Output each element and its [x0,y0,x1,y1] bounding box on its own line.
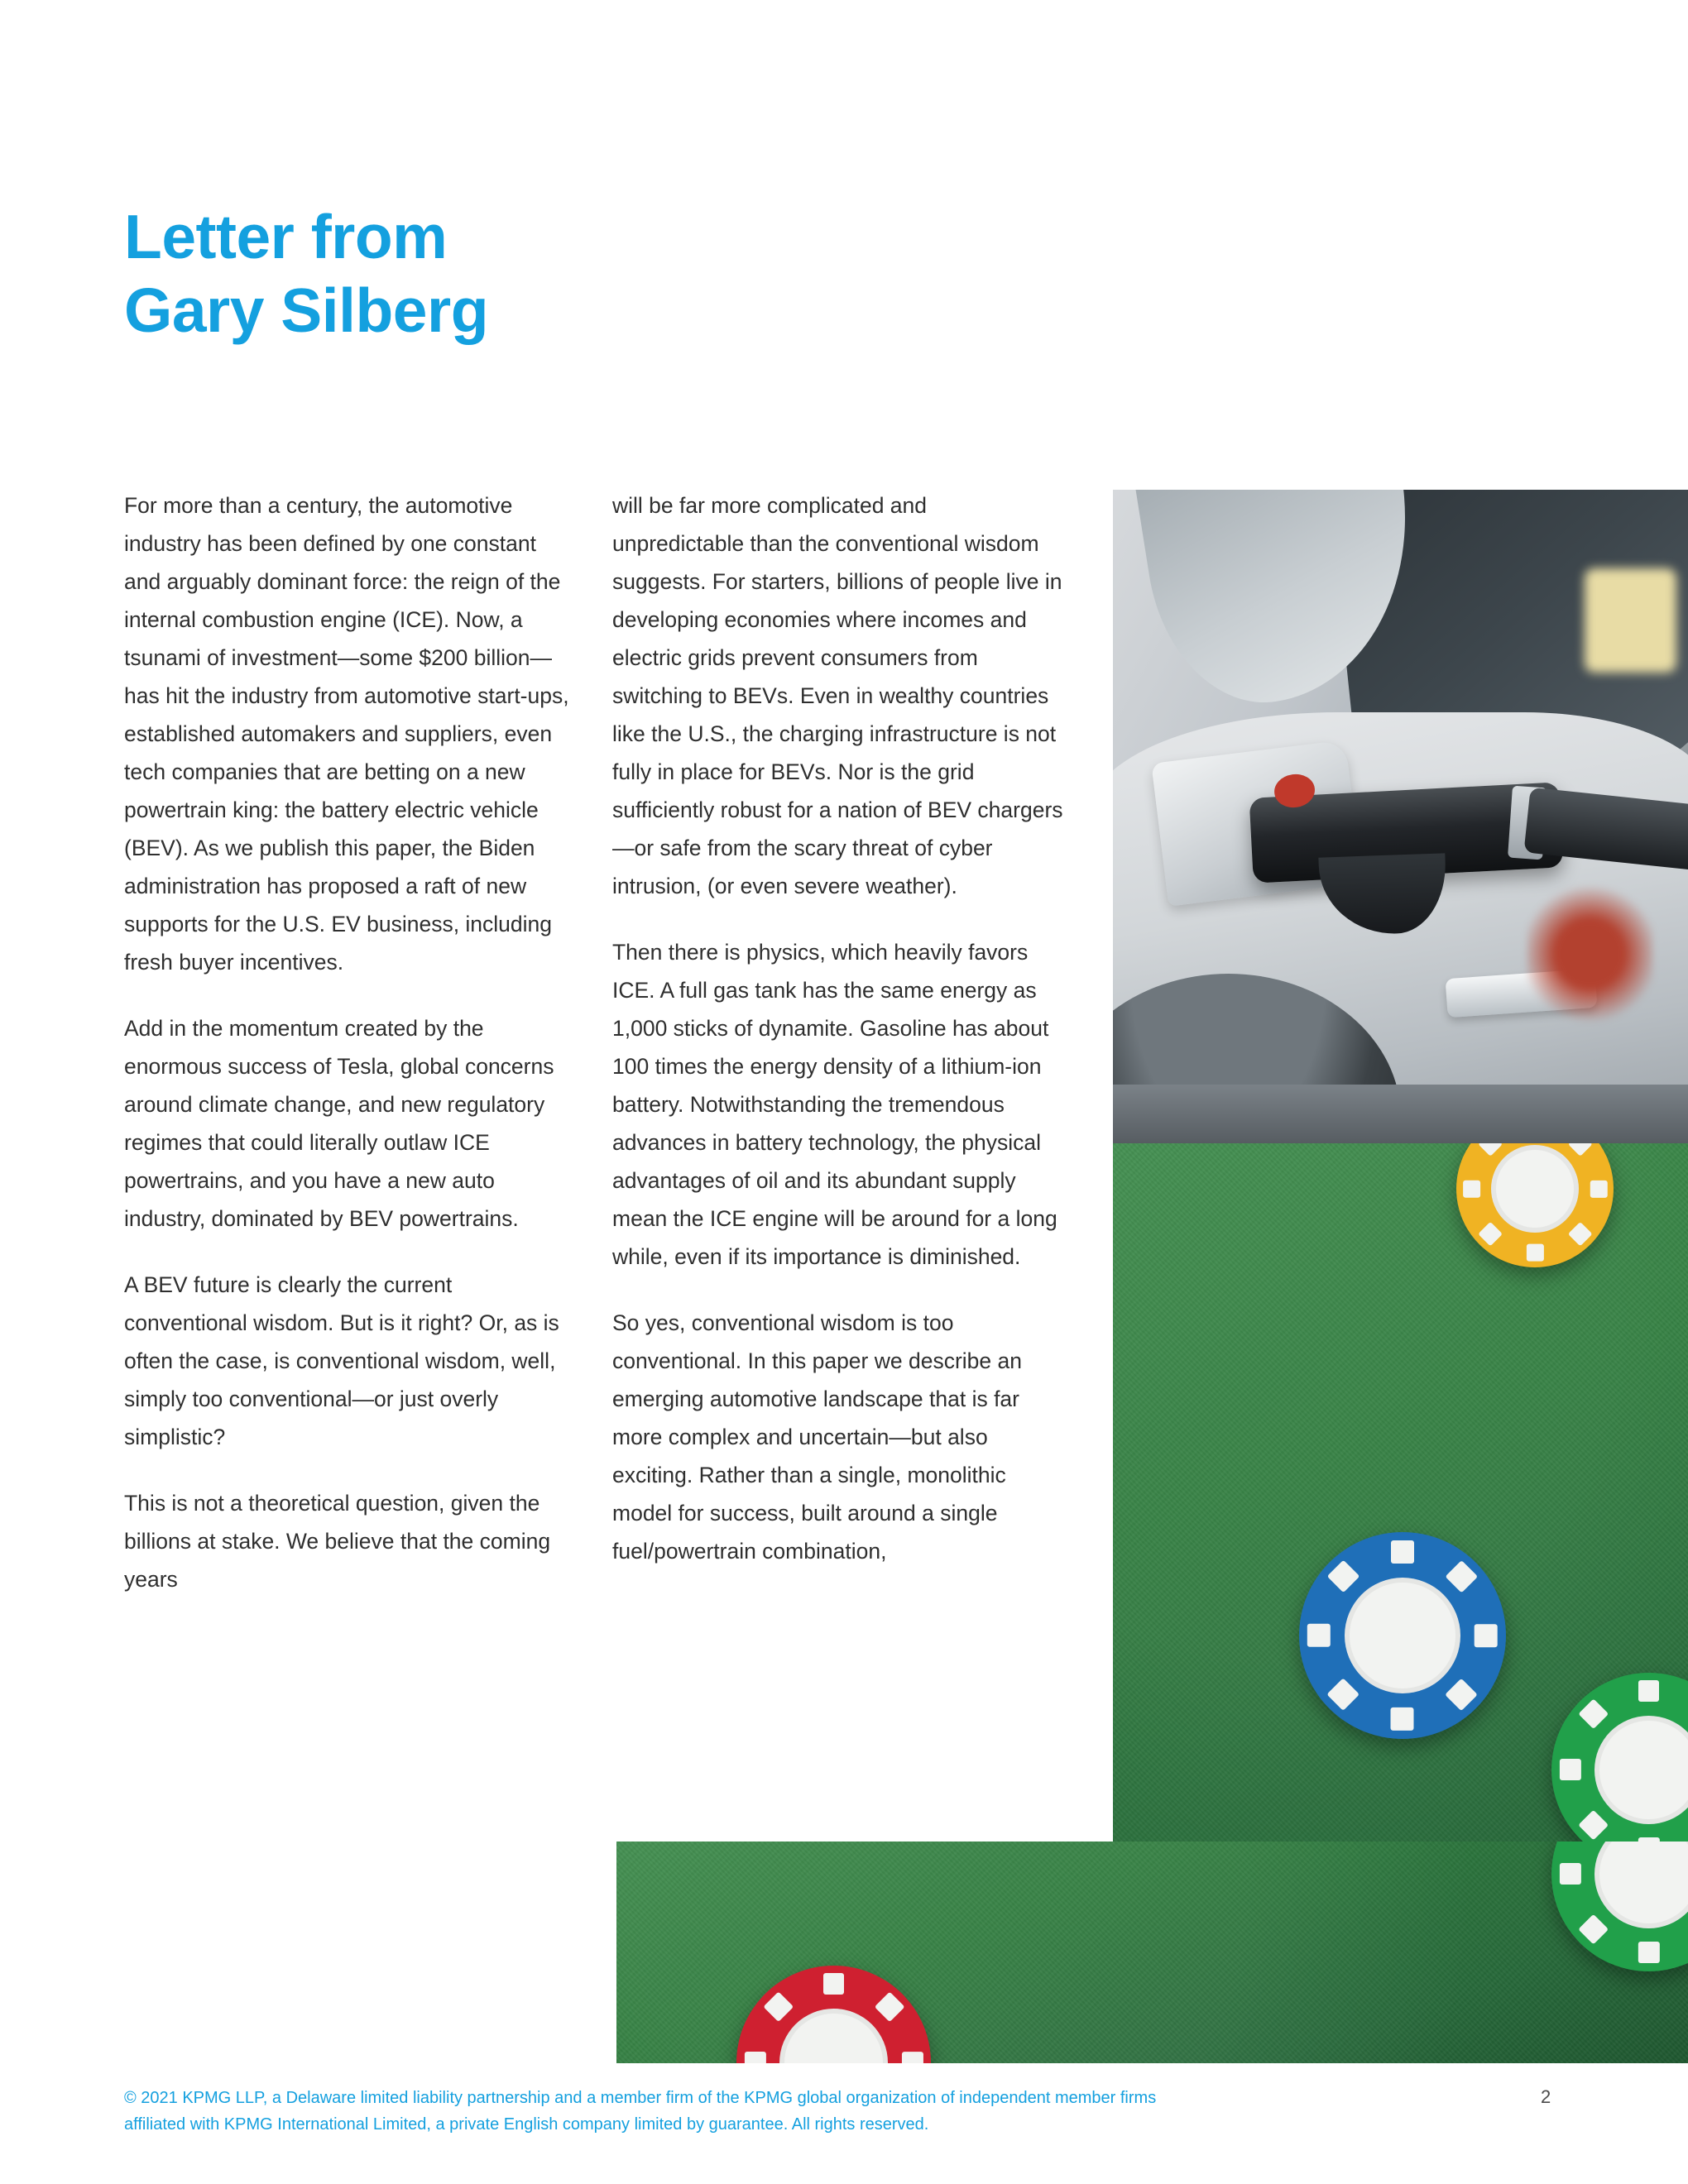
chip-center [1491,1145,1579,1233]
chip-blue [1299,1532,1506,1739]
paragraph: A BEV future is clearly the current conventional wisdom. But is it right? Or, as is often the case, is conventional wisdom, well, simply too conventional—or just overly simplistic? [124,1272,559,1449]
footer-copyright [124,2085,1365,2138]
chip-center [1345,1578,1460,1693]
footer-line-2: affiliated with KPMG International Limited, a private English company limited by guarantee. All rights reserved. [124,2115,929,2134]
background-light-blur [1585,568,1676,673]
page-title-line-1: Letter from [124,202,448,271]
page-number: 2 [1541,2086,1551,2107]
paragraph: will be far more complicated and unpredictable than the conventional wisdom suggests. For starters, billions of people live in developing economies where incomes and electric grids prevent consumers from switching to BEVs. Even in wealthy countries like the U.S., the charging infrastructure is not fully in place for BEVs. Nor is the grid sufficiently robust for a nation of BEV chargers—or safe from the scary threat of cyber intrusion, (or even severe weather). [612,493,1063,898]
paragraph: For more than a century, the automotive industry has been defined by one constant and arguably dominant force: the reign of the internal combustion engine (ICE). Now, a tsunami of investment—some $200 billion—has hit the industry from automotive start-ups, established automakers and suppliers, even tech companies that are betting on a new powertrain king: the battery electric vehicle (BEV). As we publish this paper, the Biden administration has proposed a raft of new supports for the U.S. EV business, including fresh buyer incentives. [124,493,569,975]
paragraph: Add in the momentum created by the enormous success of Tesla, global concerns around climate change, and new regulatory regimes that could literally outlaw ICE powertrains, and you have a new auto industry, dominated by BEV powertrains. [124,1016,554,1231]
body-column-left [124,486,571,1626]
fuel-nozzle-photo [1113,490,1688,1143]
tail-light-glow [1527,882,1653,1026]
footer-line-1: © 2021 KPMG LLP, a Delaware limited liability partnership and a member firm of the KPMG global organization of independent member firms [124,2089,1157,2107]
page-title [124,200,869,347]
body-column-right [612,486,1063,1598]
paragraph: Then there is physics, which heavily favors ICE. A full gas tank has the same energy as 1,000 sticks of dynamite. Gasoline has about 100 times the energy density of a lithium-ion battery. Notwithstanding the tremendous advances in battery technology, the physical advantages of oil and its abundant supply mean the ICE engine will be around for a long while, even if its importance is diminished. [612,940,1057,1269]
poker-chips-photo-lower [616,1842,1688,2063]
ground-surface [1113,1085,1688,1143]
page-title-line-2: Gary Silberg [124,275,489,345]
paragraph: So yes, conventional wisdom is too conventional. In this paper we describe an emerging automotive landscape that is far more complex and uncertain—but also exciting. Rather than a single, monolithic model for success, built around a single fuel/powertrain combination, [612,1310,1022,1564]
paragraph: This is not a theoretical question, given the billions at stake. We believe that the coming years [124,1491,551,1592]
